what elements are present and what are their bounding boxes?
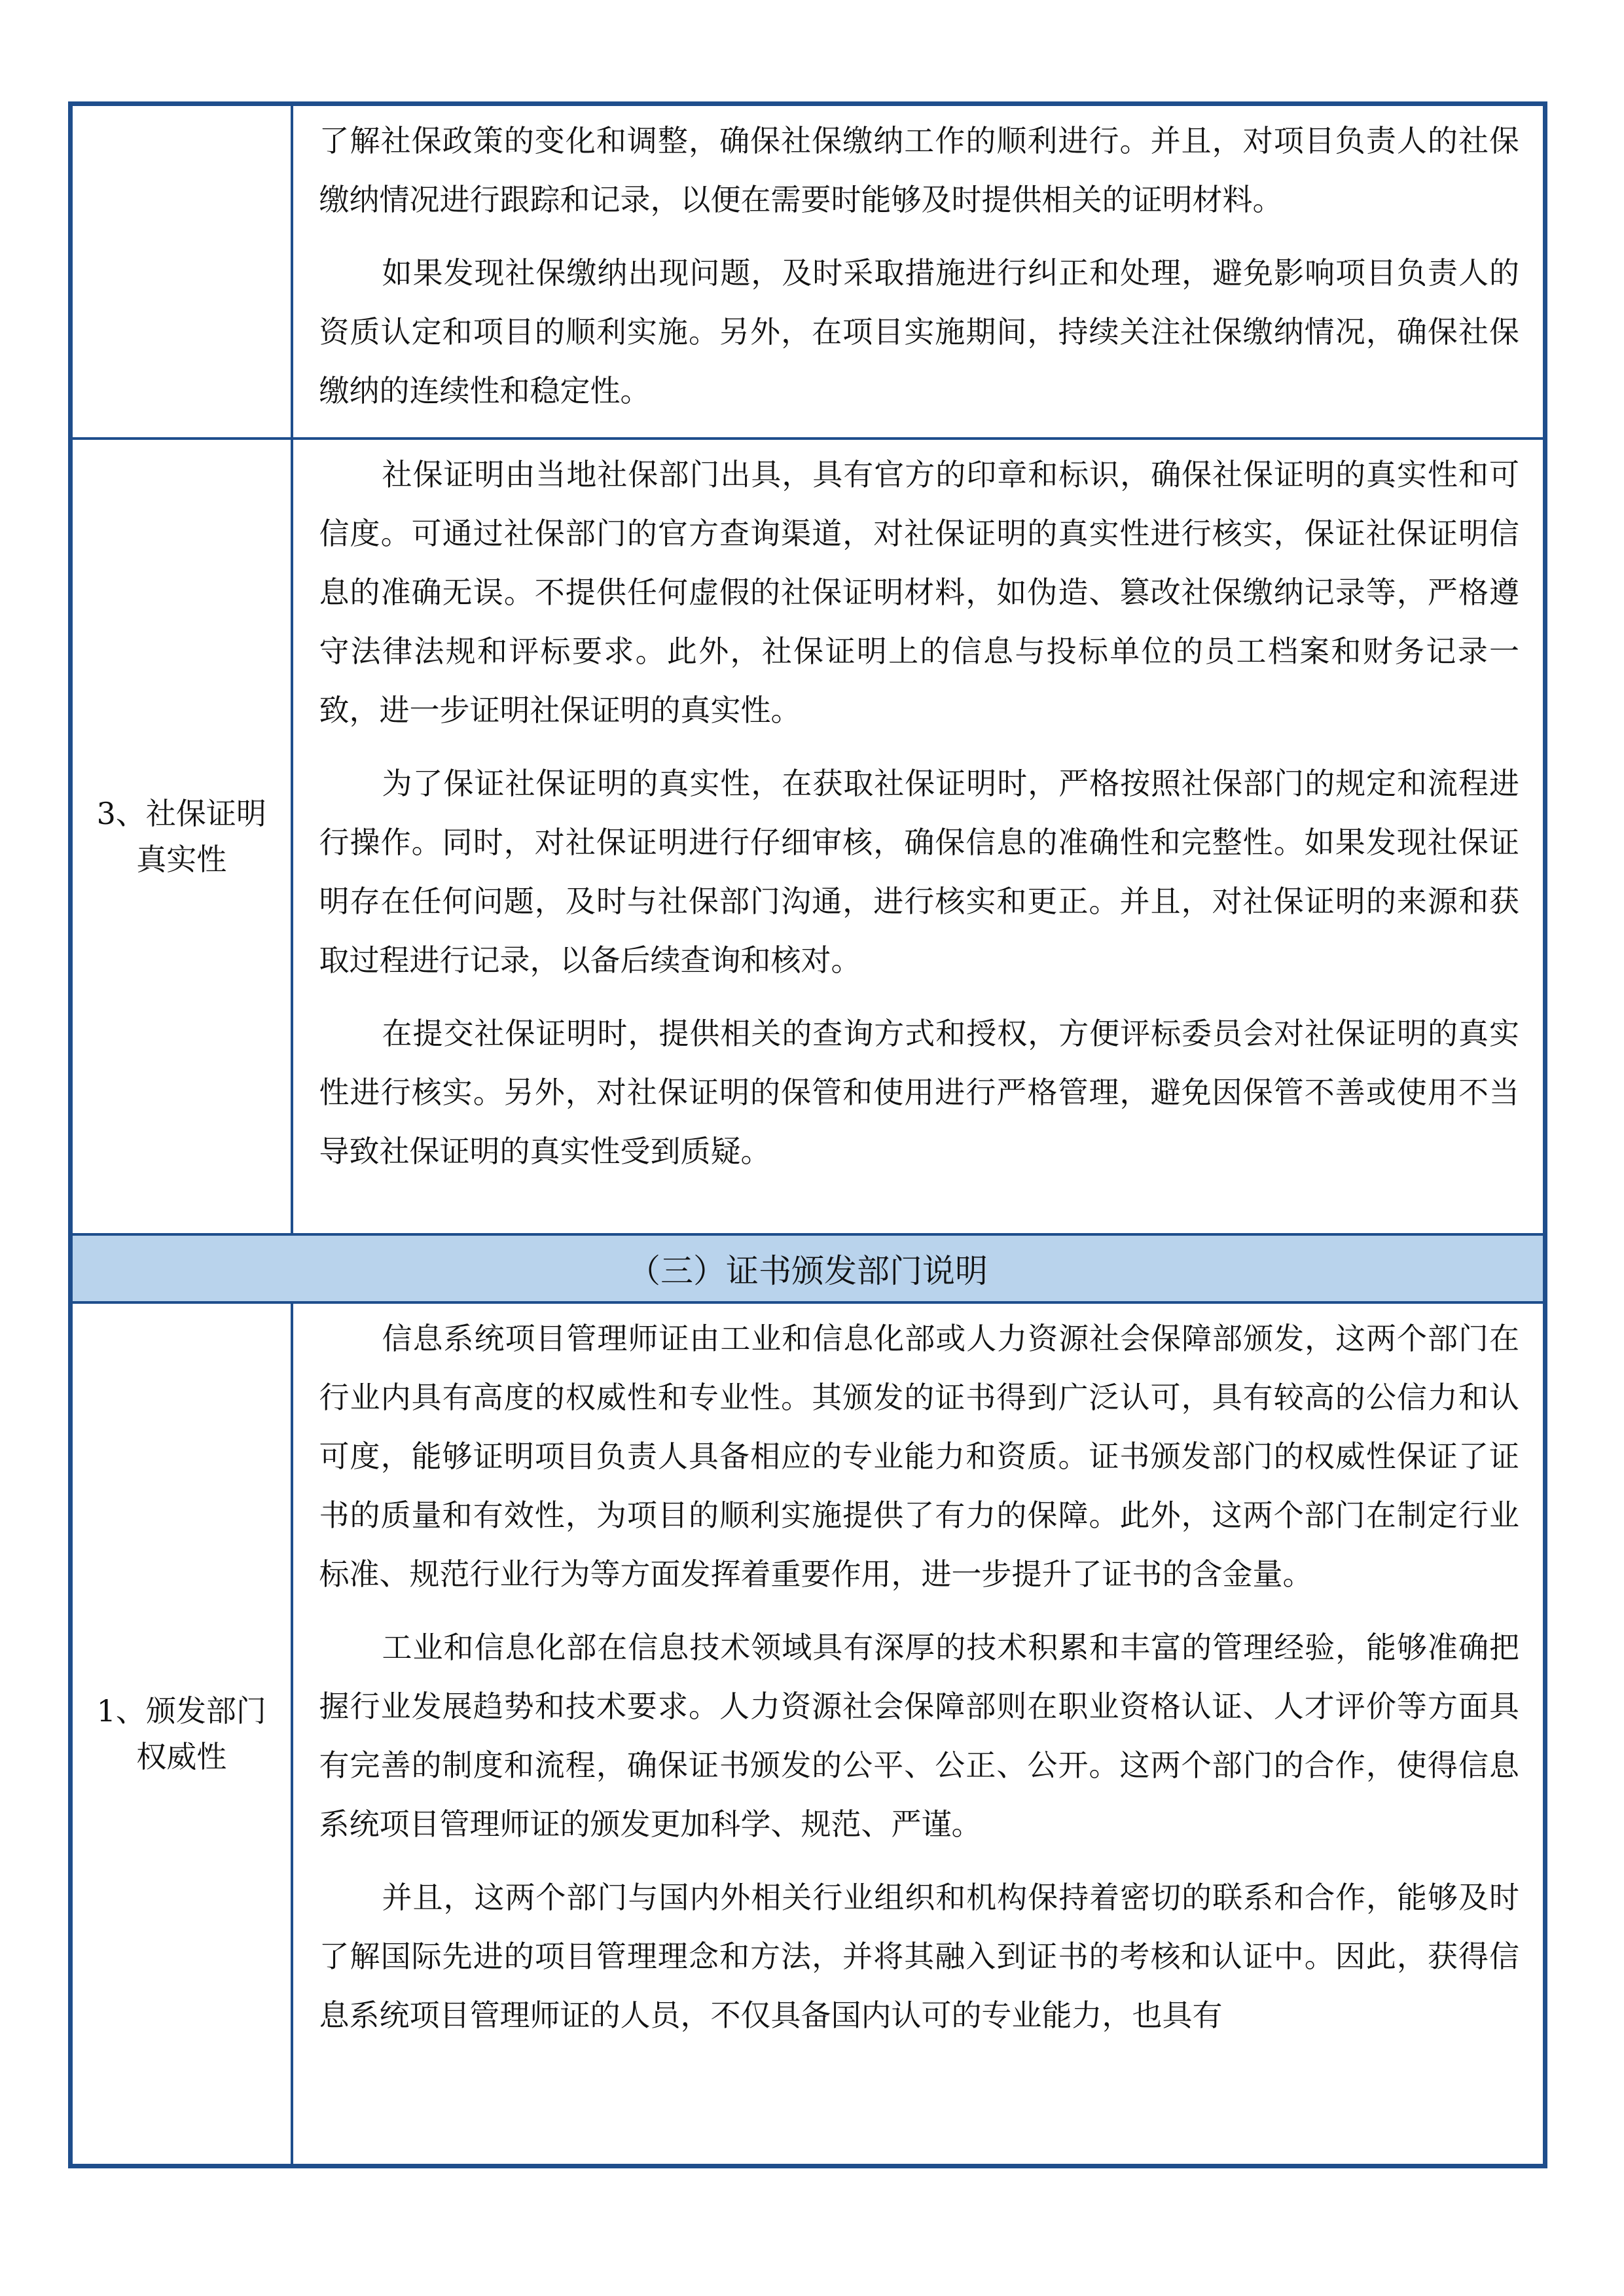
row-label-cell: 3、社保证明真实性 bbox=[71, 439, 292, 1234]
row-content-cell bbox=[292, 1302, 1545, 2166]
row-label-cell bbox=[71, 104, 292, 439]
paragraph: 为了保证社保证明的真实性，在获取社保证明时，严格按照社保部门的规定和流程进行操作。同时，对社保证明进行仔细审核，确保信息的准确性和完整性。如果发现社保证明存在任何问题，及时与社保部门沟通，进行核实和更正。并且，对社保证明的来源和获取过程进行记录，以备后续查询和核对。 bbox=[319, 766, 1519, 978]
paragraph: 了解社保政策的变化和调整，确保社保缴纳工作的顺利进行。并且，对项目负责人的社保缴纳情况进行跟踪和记录，以便在需要时能够及时提供相关的证明材料。 bbox=[319, 123, 1519, 217]
section-header-title: （三）证书颁发部门说明 bbox=[71, 1234, 1545, 1302]
row-content-cell bbox=[292, 104, 1545, 439]
table-row bbox=[71, 104, 1545, 439]
table-row bbox=[71, 439, 1545, 1234]
document-table bbox=[68, 101, 1547, 2168]
paragraph: 社保证明由当地社保部门出具，具有官方的印章和标识，确保社保证明的真实性和可信度。可通过社保部门的官方查询渠道，对社保证明的真实性进行核实，保证社保证明信息的准确无误。不提供任何虚假的社保证明材料，如伪造、篡改社保缴纳记录等，严格遵守法律法规和评标要求。此外，社保证明上的信息与投标单位的员工档案和财务记录一致，进一步证明社保证明的真实性。 bbox=[319, 457, 1519, 728]
section-header-row bbox=[71, 1234, 1545, 1302]
paragraph: 如果发现社保缴纳出现问题，及时采取措施进行纠正和处理，避免影响项目负责人的资质认定和项目的顺利实施。另外，在项目实施期间，持续关注社保缴纳情况，确保社保缴纳的连续性和稳定性。 bbox=[319, 255, 1519, 408]
paragraph: 工业和信息化部在信息技术领域具有深厚的技术积累和丰富的管理经验，能够准确把握行业发展趋势和技术要求。人力资源社会保障部则在职业资格认证、人才评价等方面具有完善的制度和流程，确保证书颁发的公平、公正、公开。这两个部门的合作，使得信息系统项目管理师证的颁发更加科学、规范、严谨。 bbox=[319, 1630, 1519, 1842]
paragraph: 并且，这两个部门与国内外相关行业组织和机构保持着密切的联系和合作，能够及时了解国际先进的项目管理理念和方法，并将其融入到证书的考核和认证中。因此，获得信息系统项目管理师证的人员，不仅具备国内认可的专业能力，也具有 bbox=[319, 1880, 1519, 2033]
paragraph: 在提交社保证明时，提供相关的查询方式和授权，方便评标委员会对社保证明的真实性进行核实。另外，对社保证明的保管和使用进行严格管理，避免因保管不善或使用不当导致社保证明的真实性受到质疑。 bbox=[319, 1016, 1519, 1169]
table-row bbox=[71, 1302, 1545, 2166]
row-content-cell bbox=[292, 439, 1545, 1234]
row-label-cell: 1、颁发部门权威性 bbox=[71, 1302, 292, 2166]
paragraph: 信息系统项目管理师证由工业和信息化部或人力资源社会保障部颁发，这两个部门在行业内具有高度的权威性和专业性。其颁发的证书得到广泛认可，具有较高的公信力和认可度，能够证明项目负责人具备相应的专业能力和资质。证书颁发部门的权威性保证了证书的质量和有效性，为项目的顺利实施提供了有力的保障。此外，这两个部门在制定行业标准、规范行业行为等方面发挥着重要作用，进一步提升了证书的含金量。 bbox=[319, 1321, 1519, 1592]
